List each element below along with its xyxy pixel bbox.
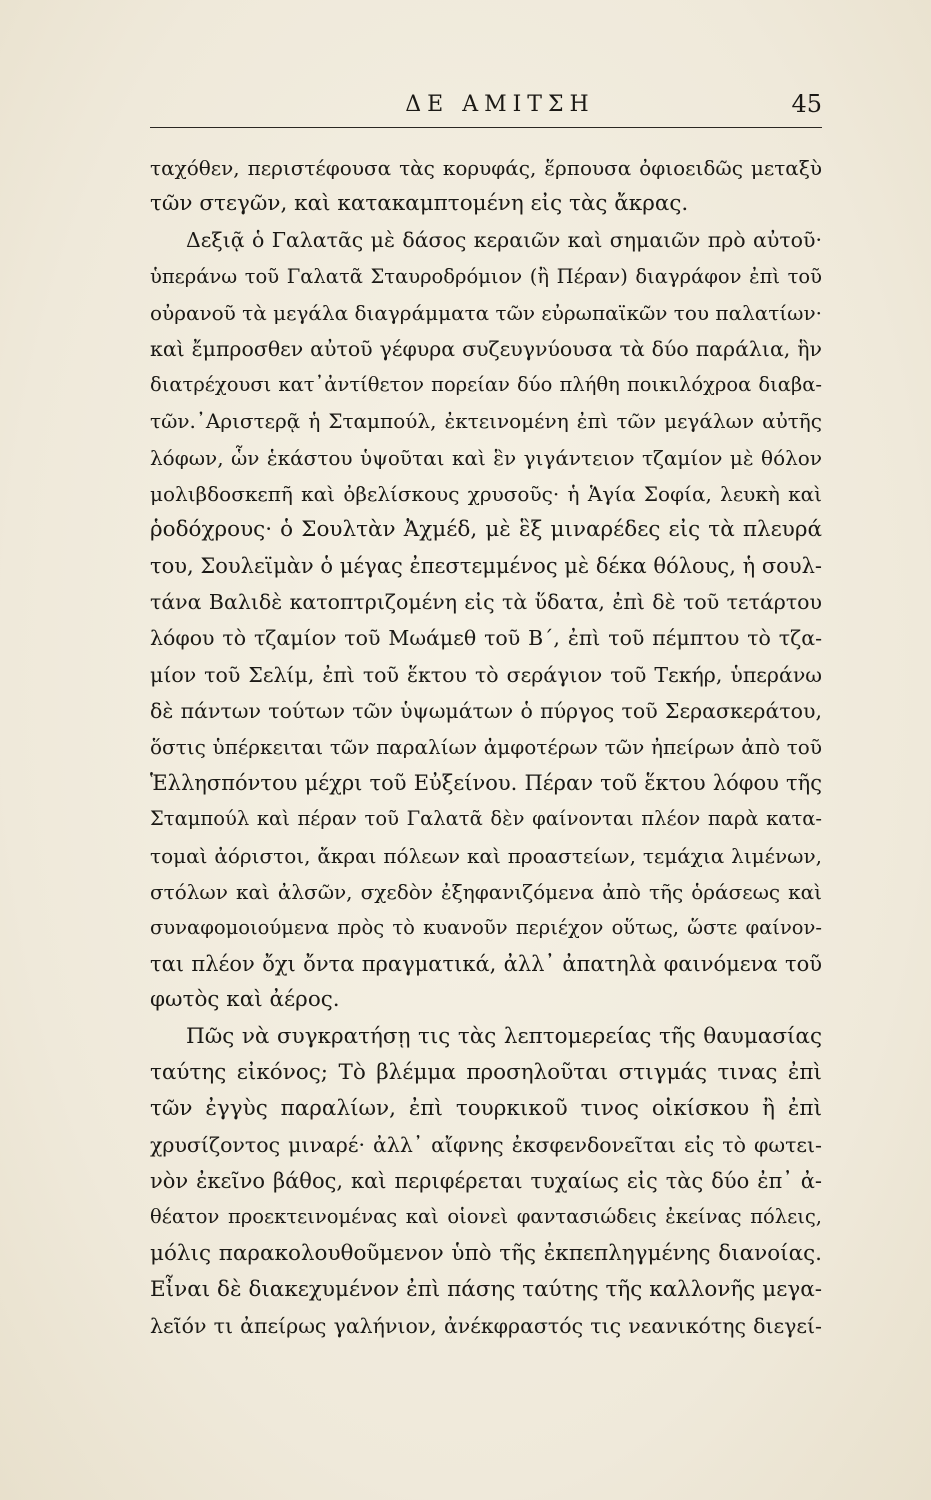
text-line: Εἶναι δὲ διακεχυμένον ἐπὶ πάσης ταύτης τῆς καλλονῆς μεγα- (150, 1276, 822, 1302)
running-title: ΔΕ ΑΜΙΤΣΗ (405, 92, 595, 117)
text-line: Δεξιᾷ ὁ Γαλατᾶς μὲ δάσος κεραιῶν καὶ σημαιῶν πρὸ αὐτοῦ· (186, 228, 822, 253)
text-line: ὑπεράνω τοῦ Γαλατᾶ Σταυροδρόμιον (ἢ Πέραν) διαγράφον ἐπὶ τοῦ (150, 264, 822, 288)
text-line: φωτὸς καὶ ἀέρος. (150, 987, 340, 1013)
header-rule (150, 127, 822, 128)
text-line: χρυσίζοντος μιναρέ· ἀλλ᾽ αἴφνης ἐκσφενδονεῖται εἰς τὸ φωτει- (150, 1133, 822, 1158)
text-line: δὲ πάντων τούτων τῶν ὑψωμάτων ὁ πύργος τοῦ Σερασκεράτου, (150, 698, 822, 723)
text-line: θέατον προεκτεινομένας καὶ οἱονεὶ φαντασιώδεις ἐκείνας πόλεις, (150, 1205, 822, 1229)
text-line: Σταμπούλ καὶ πέραν τοῦ Γαλατᾶ δὲν φαίνονται πλέον παρὰ κατα- (150, 807, 822, 831)
text-line: στόλων καὶ ἀλσῶν, σχεδὸν ἐξηφανιζόμενα ἀπὸ τῆς ὁράσεως καὶ (150, 879, 822, 904)
text-line: διατρέχουσι κατ᾽ἀντίθετον πορείαν δύο πλήθη ποικιλόχροα διαβα- (150, 373, 822, 397)
page-header (150, 92, 822, 126)
text-line: νὸν ἐκεῖνο βάθος, καὶ περιφέρεται τυχαίως εἰς τὰς δύο ἐπ᾽ ἀ- (150, 1169, 822, 1194)
text-line: τάνα Βαλιδὲ κατοπτριζομένη εἰς τὰ ὕδατα, ἐπὶ δὲ τοῦ τετάρτου (150, 590, 822, 615)
text-line: ὅστις ὑπέρκειται τῶν παραλίων ἀμφοτέρων τῶν ἠπείρων ἀπὸ τοῦ (150, 735, 822, 759)
text-line: Πῶς νὰ συγκρατήσῃ τις τὰς λεπτομερείας τῆς θαυμασίας (186, 1023, 822, 1049)
text-line: ταχόθεν, περιστέφουσα τὰς κορυφάς, ἕρπουσα ὀφιοειδῶς μεταξὺ (150, 156, 822, 180)
text-line: λεῖόν τι ἀπείρως γαλήνιον, ἀνέκφραστός τις νεανικότης διεγεί- (150, 1314, 822, 1338)
text-line: τομαὶ ἀόριστοι, ἄκραι πόλεων καὶ προαστείων, τεμάχια λιμένων, (150, 843, 822, 868)
text-line: ταύτης εἰκόνος; Τὸ βλέμμα προσηλοῦται στιγμάς τινας ἐπὶ (150, 1059, 822, 1085)
text-line: τῶν ἐγγὺς παραλίων, ἐπὶ τουρκικοῦ τινος οἰκίσκου ἢ ἐπὶ (150, 1095, 822, 1121)
text-line: του, Σουλεϊμὰν ὁ μέγας ἐπεστεμμένος μὲ δέκα θόλους, ἡ σουλ- (150, 554, 822, 579)
text-line: μολιβδοσκεπῆ καὶ ὀβελίσκους χρυσοῦς· ἡ Ἁγία Σοφία, λευκὴ καὶ (150, 481, 822, 506)
text-line: ῥοδόχρους· ὁ Σουλτὰν Ἀχμέδ, μὲ ἓξ μιναρέδες εἰς τὰ πλευρά (150, 516, 822, 542)
text-line: συναφομοιούμενα πρὸς τὸ κυανοῦν περιέχον οὕτως, ὥστε φαίνον- (150, 915, 822, 939)
text-line: οὐρανοῦ τὰ μεγάλα διαγράμματα τῶν εὐρωπαϊκῶν του παλατίων· (150, 300, 822, 325)
text-line: λόφου τὸ τζαμίον τοῦ Μωάμεθ τοῦ Β΄, ἐπὶ τοῦ πέμπτου τὸ τζα- (150, 626, 822, 651)
page-number: 45 (791, 90, 822, 118)
body-text (150, 150, 822, 1344)
text-line: τῶν στεγῶν, καὶ κατακαμπτομένη εἰς τὰς ἄκρας. (150, 191, 689, 217)
text-line: μίον τοῦ Σελίμ, ἐπὶ τοῦ ἕκτου τὸ σεράγιον τοῦ Τεκήρ, ὑπεράνω (150, 662, 822, 687)
text-line: καὶ ἔμπροσθεν αὐτοῦ γέφυρα συζευγνύουσα τὰ δύο παράλια, ἣν (150, 336, 822, 361)
text-line: λόφων, ὧν ἑκάστου ὑψοῦται καὶ ἓν γιγάντειον τζαμίον μὲ θόλον (150, 445, 822, 470)
text-line: ται πλέον ὄχι ὄντα πραγματικά, ἀλλ᾽ ἀπατηλὰ φαινόμενα τοῦ (150, 952, 822, 977)
text-line: μόλις παρακολουθοῦμενον ὑπὸ τῆς ἐκπεπληγμένης διανοίας. (150, 1240, 822, 1266)
text-line: τῶν.᾽Αριστερᾷ ἡ Σταμπούλ, ἐκτεινομένη ἐπὶ τῶν μεγάλων αὐτῆς (150, 409, 822, 434)
text-line: Ἑλλησπόντου μέχρι τοῦ Εὐξείνου. Πέραν τοῦ ἕκτου λόφου τῆς (150, 771, 822, 796)
